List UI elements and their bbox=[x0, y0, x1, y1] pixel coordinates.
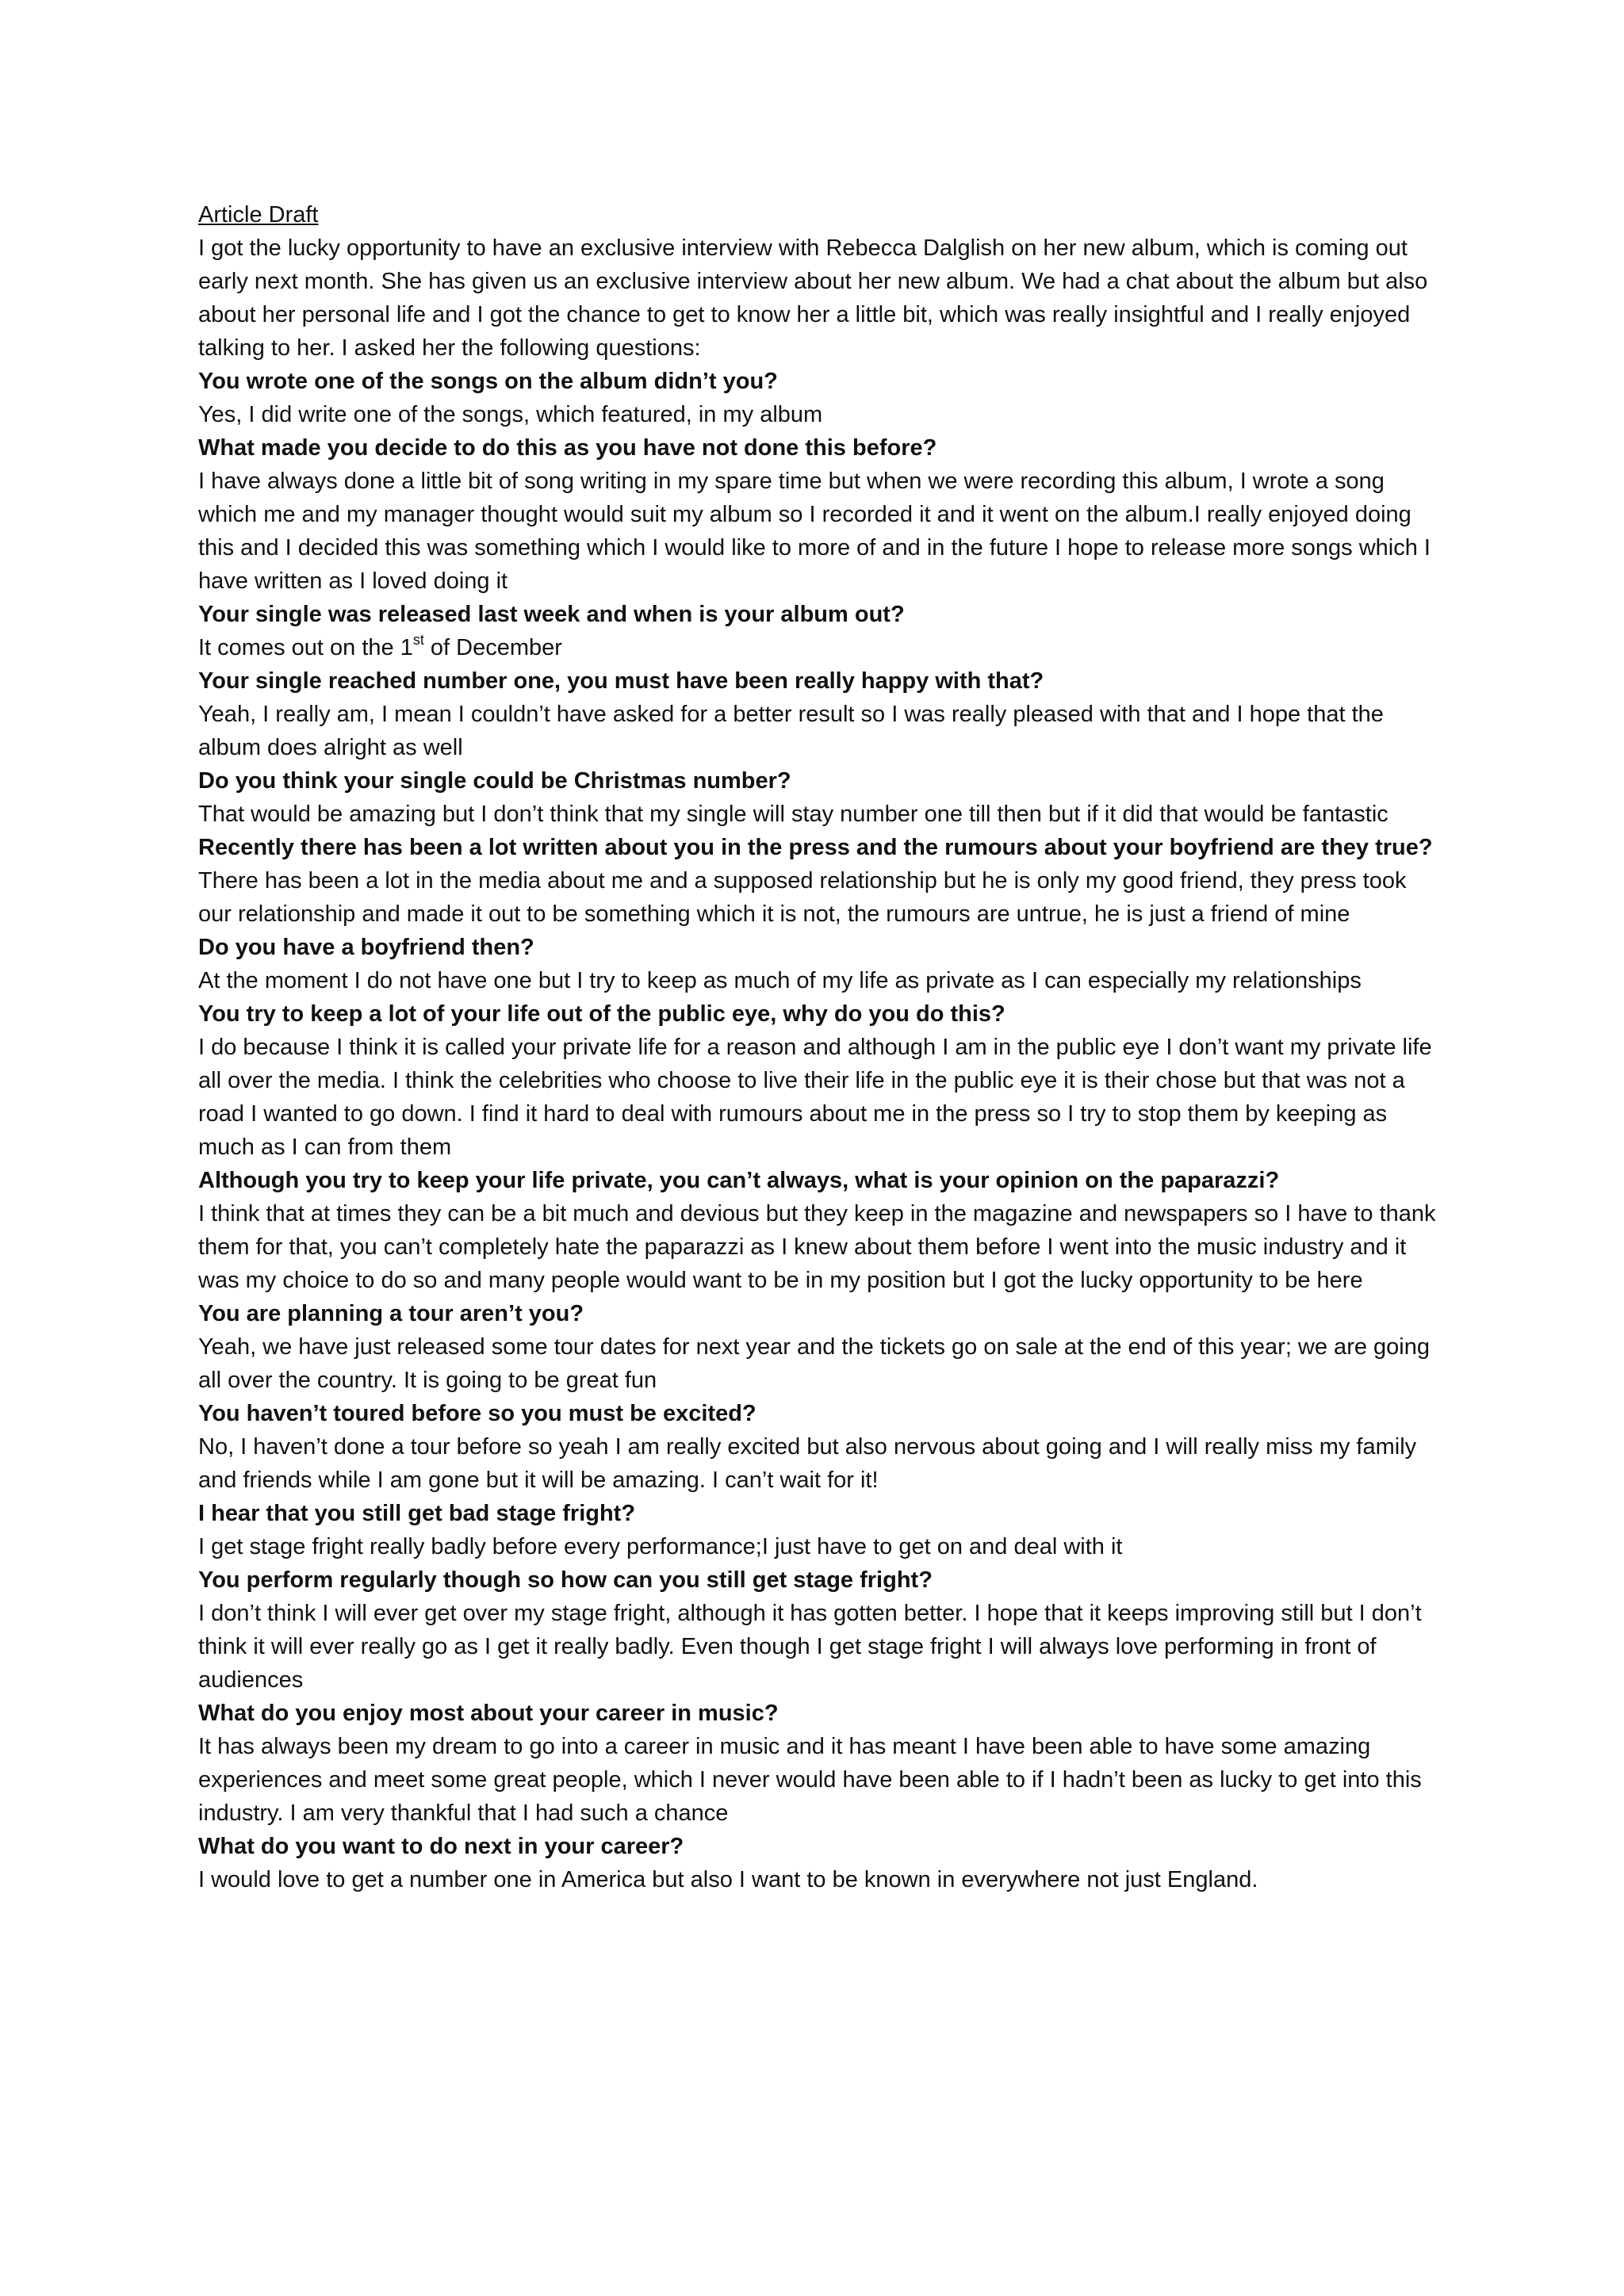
question-2: What made you decide to do this as you have not done this before? bbox=[198, 435, 937, 461]
question-14: What do you enjoy most about your career in music? bbox=[198, 1701, 779, 1726]
answer-2: I have always done a little bit of song writing in my spare time but when we were recording this album, I wrote a song which me and my manager thought would suit my album so I recorded it and it went on the album.I really enjoyed doing this and I decided this was something which I would like to more of and in the future I hope to release more songs which I have written as I loved doing it bbox=[198, 469, 1431, 594]
answer-8: I do because I think it is called your private life for a reason and although I am in the public eye I don’t want my private life all over the media. I think the celebrities who choose to live their life in the public eye it is their chose but that was not a road I wanted to go down. I find it hard to deal with rumours about me in the press so I try to stop them by keeping as much as I can from them bbox=[198, 1035, 1432, 1160]
answer-5: That would be amazing but I don’t think that my single will stay number one till then but if it did that would be fantastic bbox=[198, 802, 1388, 827]
question-7: Do you have a boyfriend then? bbox=[198, 935, 534, 960]
question-12: I hear that you still get bad stage fright? bbox=[198, 1501, 636, 1526]
question-3: Your single was released last week and when is your album out? bbox=[198, 602, 905, 627]
answer-14: It has always been my dream to go into a career in music and it has meant I have been able to have some amazing experiences and meet some great people, which I never would have been able to if I hadn’t been as lucky to get into this industry. I am very thankful that I had such a chance bbox=[198, 1734, 1422, 1826]
question-13: You perform regularly though so how can you still get stage fright? bbox=[198, 1567, 933, 1593]
question-1: You wrote one of the songs on the album didn’t you? bbox=[198, 369, 778, 394]
answer-6: There has been a lot in the media about me and a supposed relationship but he is only my good friend, they press took our relationship and made it out to be something which it is not, the rumours are untrue, he is just a friend of mine bbox=[198, 868, 1407, 927]
answer-11: No, I haven’t done a tour before so yeah I am really excited but also nervous about going and I will really miss my family and friends while I am gone but it will be amazing. I can’t wait for it! bbox=[198, 1434, 1417, 1493]
answer-1: Yes, I did write one of the songs, which featured, in my album bbox=[198, 402, 823, 427]
document-page bbox=[198, 198, 1443, 1896]
question-11: You haven’t toured before so you must be excited? bbox=[198, 1401, 756, 1426]
question-4: Your single reached number one, you must have been really happy with that? bbox=[198, 668, 1044, 694]
article-heading: Article Draft bbox=[198, 202, 319, 228]
answer-12: I get stage fright really badly before every performance;I just have to get on and deal with it bbox=[198, 1534, 1123, 1559]
answer-13: I don’t think I will ever get over my stage fright, although it has gotten better. I hope that it keeps improving still but I don’t think it will ever really go as I get it really badly. Even though I get stage fright I will always love performing in front of audiences bbox=[198, 1601, 1422, 1693]
intro-paragraph: I got the lucky opportunity to have an exclusive interview with Rebecca Dalglish on her new album, which is coming out early next month. She has given us an exclusive interview about her new album. We had a chat about the album but also about her personal life and I got the chance to get to know her a little bit, which was really insightful and I really enjoyed talking to her. I asked her the following questions: bbox=[198, 235, 1428, 361]
answer-3-superscript: st bbox=[412, 632, 424, 649]
question-8: You try to keep a lot of your life out of the public eye, why do you do this? bbox=[198, 1001, 1005, 1027]
question-5: Do you think your single could be Christmas number? bbox=[198, 768, 791, 794]
question-9: Although you try to keep your life private, you can’t always, what is your opinion on the paparazzi? bbox=[198, 1168, 1280, 1193]
question-15: What do you want to do next in your career? bbox=[198, 1834, 684, 1859]
answer-3-text-end: of December bbox=[423, 635, 562, 660]
answer-3-text: It comes out on the 1 bbox=[198, 635, 413, 660]
answer-9: I think that at times they can be a bit much and devious but they keep in the magazine and newspapers so I have to thank them for that, you can’t completely hate the paparazzi as I knew about them before I went into the music industry and it was my choice to do so and many people would want to be in my position but I got the lucky opportunity to be here bbox=[198, 1201, 1436, 1293]
question-10: You are planning a tour aren’t you? bbox=[198, 1301, 584, 1326]
answer-15: I would love to get a number one in America but also I want to be known in everywhere not just England. bbox=[198, 1867, 1258, 1892]
answer-4: Yeah, I really am, I mean I couldn’t have asked for a better result so I was really pleased with that and I hope that the album does alright as well bbox=[198, 702, 1384, 760]
answer-3 bbox=[198, 631, 1443, 664]
answer-7: At the moment I do not have one but I try to keep as much of my life as private as I can especially my relationships bbox=[198, 968, 1362, 993]
question-6: Recently there has been a lot written about you in the press and the rumours about your boyfriend are they true? bbox=[198, 835, 1433, 860]
answer-10: Yeah, we have just released some tour dates for next year and the tickets go on sale at the end of this year; we are going all over the country. It is going to be great fun bbox=[198, 1334, 1430, 1393]
